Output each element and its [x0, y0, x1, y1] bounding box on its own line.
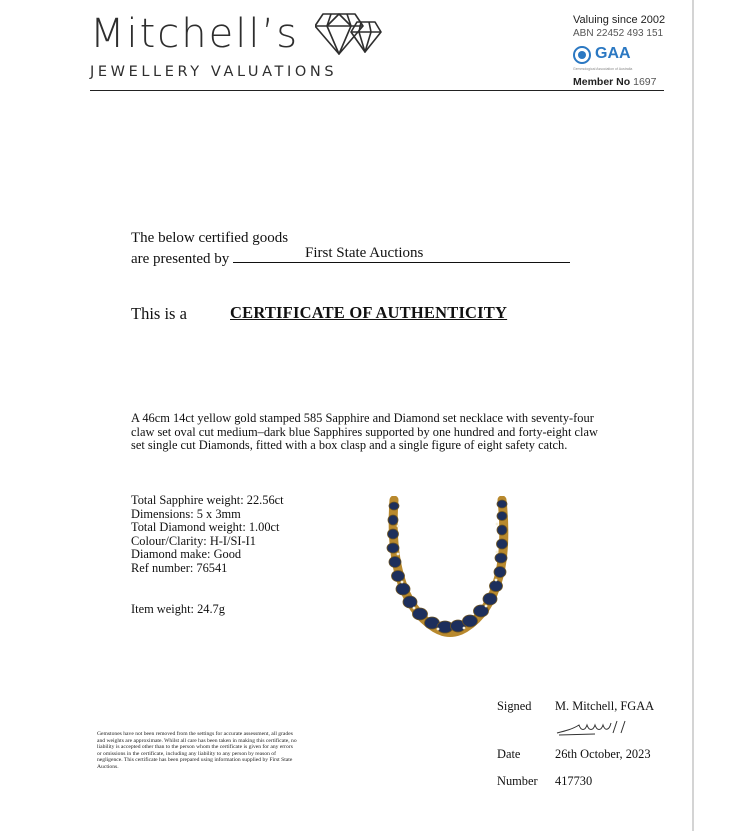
gaa-globe-icon: [573, 46, 591, 64]
presented-prefix: are presented by: [131, 251, 230, 267]
date-label: Date: [497, 747, 521, 761]
page-edge: [692, 0, 694, 831]
number-value: 417730: [555, 774, 593, 788]
abn-number: ABN 22452 493 151: [573, 28, 664, 39]
gaa-fine-print: Gemmological Association of Australia: [573, 67, 633, 71]
number-label: Number: [497, 774, 538, 788]
member-value: 1697: [633, 76, 657, 88]
gaa-badge: [573, 46, 663, 76]
spec-colour-clarity: Colour/Clarity: H-I/SI-I1: [131, 533, 256, 548]
handwritten-signature: [555, 719, 635, 737]
header-divider: [90, 90, 664, 91]
date-value: 26th October, 2023: [555, 747, 651, 761]
presented-to: First State Auctions: [305, 245, 424, 261]
spec-diamond-weight: Total Diamond weight: 1.00ct: [131, 520, 280, 535]
certificate-prefix: This is a: [131, 304, 187, 323]
presented-underline: [233, 247, 570, 263]
brand-subtitle: JEWELLERY VALUATIONS: [90, 64, 338, 80]
signer-name: M. Mitchell, FGAA: [555, 699, 655, 713]
member-label: Member No: [573, 76, 631, 88]
item-description: A 46cm 14ct yellow gold stamped 585 Sapphire and Diamond set necklace with seventy-four claw set oval cut medium–dark blue Sapphires supported by one hundred and forty-eight claw set single cut Diamonds, fitted with a box clasp and a single figure of eight safety catch.: [131, 411, 598, 452]
brand-name: Mitchell’s: [90, 11, 300, 57]
spec-diamond-make: Diamond make: Good: [131, 547, 242, 562]
signed-label: Signed: [497, 699, 532, 713]
specs-list: [131, 494, 284, 576]
presented-block: [131, 230, 570, 268]
certificate-title: CERTIFICATE OF AUTHENTICITY: [230, 303, 508, 322]
member-number: [573, 76, 656, 88]
disclaimer: Gemstones have not been removed from the settings for accurate assessment, all grades and weights are approximate. Whilst all care has been taken in making this certificate, no liability is accepted other than to the person whom the certificate is given for any errors or omissions in the certificate, including any liability to any person by reason of negligence. This certificate has been prepared using information supplied by First State Auctions.: [97, 731, 297, 770]
spec-item-weight: Item weight: 24.7g: [131, 602, 225, 616]
presented-line2: [131, 247, 570, 268]
presented-line1: The below certified goods: [131, 230, 289, 246]
spec-ref-number: Ref number: 76541: [131, 560, 228, 575]
valuing-since: Valuing since 2002: [573, 14, 666, 26]
spec-sapphire-weight: Total Sapphire weight: 22.56ct: [131, 493, 284, 507]
spec-dimensions: Dimensions: 5 x 3mm: [131, 506, 241, 521]
company-info: [573, 14, 666, 88]
necklace-photo: [380, 496, 520, 646]
diamond-outline-icon: [315, 10, 383, 62]
gaa-label: GAA: [595, 45, 631, 62]
